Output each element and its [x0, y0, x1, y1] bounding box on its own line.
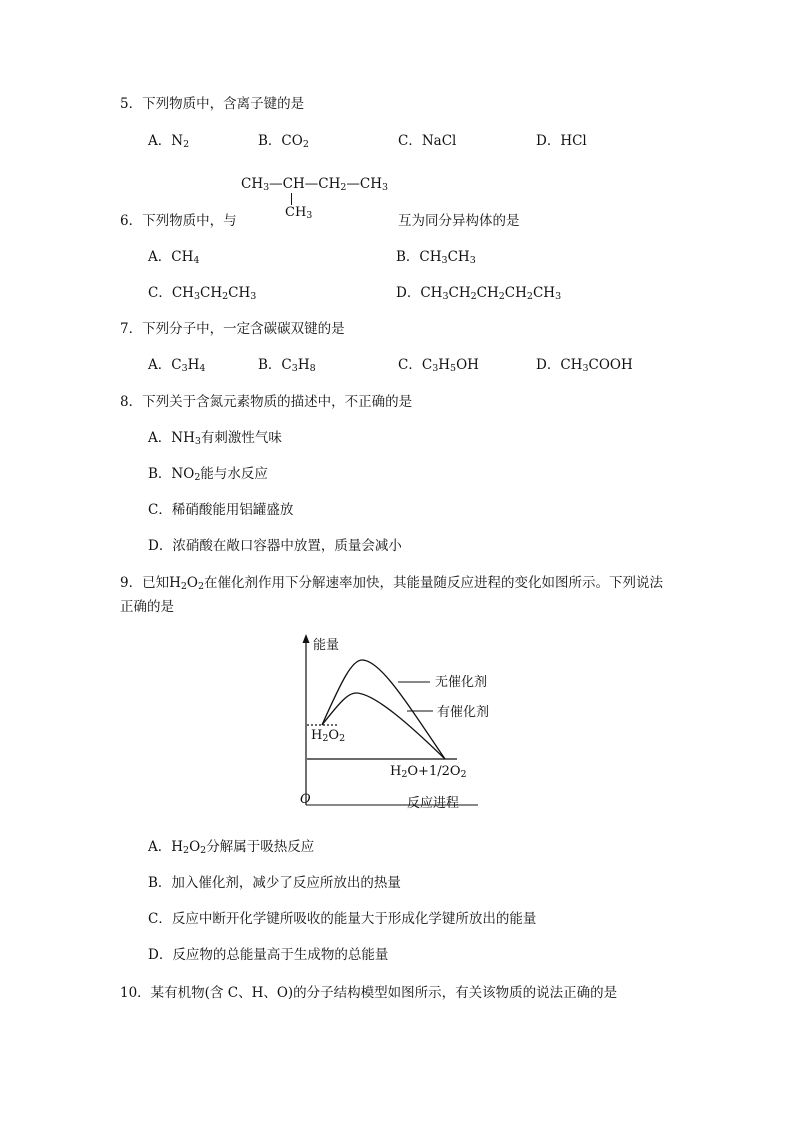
label-with-catalyst: 有催化剂	[437, 705, 490, 720]
structure-branch-bond	[291, 193, 292, 205]
q6-option-b: B．$CH_3CH_3$	[396, 249, 476, 266]
q9-stem-line1: 9．已知$H_2O_2$在催化剂作用下分解速率加快，其能量随反应进程的变化如图所示。下列说法	[120, 575, 664, 592]
q8-option-c: C．稀硝酸能用铝罐盛放	[148, 502, 294, 518]
structure-main-chain: $CH_3—CH—CH_2—CH_3$	[241, 176, 389, 193]
q6-stem-after: 互为同分异构体的是	[398, 213, 520, 229]
q9-option-a: A．$H_2O_2$分解属于吸热反应	[148, 839, 315, 856]
q9-option-d: D．反应物的总能量高于生成物的总能量	[148, 947, 389, 963]
q7-option-a: A．$C_3H_4$	[148, 357, 206, 374]
x-axis-label: 反应进程	[407, 796, 460, 811]
q5-option-a: A．$N_2$	[148, 133, 190, 150]
label-no-catalyst: 无催化剂	[435, 675, 488, 690]
q9-stem-line2: 正确的是	[120, 599, 174, 615]
q6-stem-before: 6．下列物质中，与	[120, 213, 237, 229]
q9-option-b: B．加入催化剂，减少了反应所放出的热量	[148, 875, 401, 891]
y-axis-label: 能量	[313, 638, 340, 653]
q8-option-b: B．$NO_2$能与水反应	[148, 466, 268, 483]
q8-option-d: D．浓硝酸在敞口容器中放置，质量会减小	[148, 538, 402, 554]
q5-option-b: B．$CO_2$	[258, 133, 309, 150]
label-product: $H_2O+1/2O_2$	[390, 764, 467, 780]
q7-option-b: B．$C_3H_8$	[258, 357, 316, 374]
q6-option-d: D．$CH_3CH_2CH_2CH_2CH_3$	[396, 285, 562, 302]
structure-branch-methyl: $CH_3$	[285, 205, 313, 221]
energy-diagram	[290, 630, 490, 815]
q10-stem: 10．某有机物(含 C、H、O)的分子结构模型如图所示，有关该物质的说法正确的是	[120, 985, 618, 1001]
q9-option-c: C．反应中断开化学键所吸收的能量大于形成化学键所放出的能量	[148, 911, 537, 927]
y-axis-arrow	[303, 634, 310, 643]
q6-option-a: A．$CH_4$	[148, 249, 200, 266]
q7-option-d: D．$CH_3COOH$	[536, 357, 633, 374]
curve-without-catalyst	[322, 660, 445, 759]
energy-diagram-graphic	[290, 630, 480, 815]
q5-option-d: D．HCl	[536, 133, 587, 149]
q6-structural-formula	[241, 175, 401, 223]
curve-with-catalyst	[322, 693, 445, 759]
origin-label: O	[300, 792, 311, 807]
q5-option-c: C．NaCl	[398, 133, 457, 149]
label-reactant: $H_2O_2$	[311, 728, 346, 744]
q8-option-a: A．$NH_3$有刺激性气味	[148, 430, 282, 447]
q6-option-c: C．$CH_3CH_2CH_3$	[148, 285, 257, 302]
q7-option-c: C．$C_3H_5OH$	[398, 357, 479, 374]
q8-stem: 8．下列关于含氮元素物质的描述中，不正确的是	[120, 394, 413, 410]
q5-stem: 5．下列物质中，含离子键的是	[120, 96, 305, 112]
q7-stem: 7．下列分子中，一定含碳碳双键的是	[120, 321, 345, 337]
